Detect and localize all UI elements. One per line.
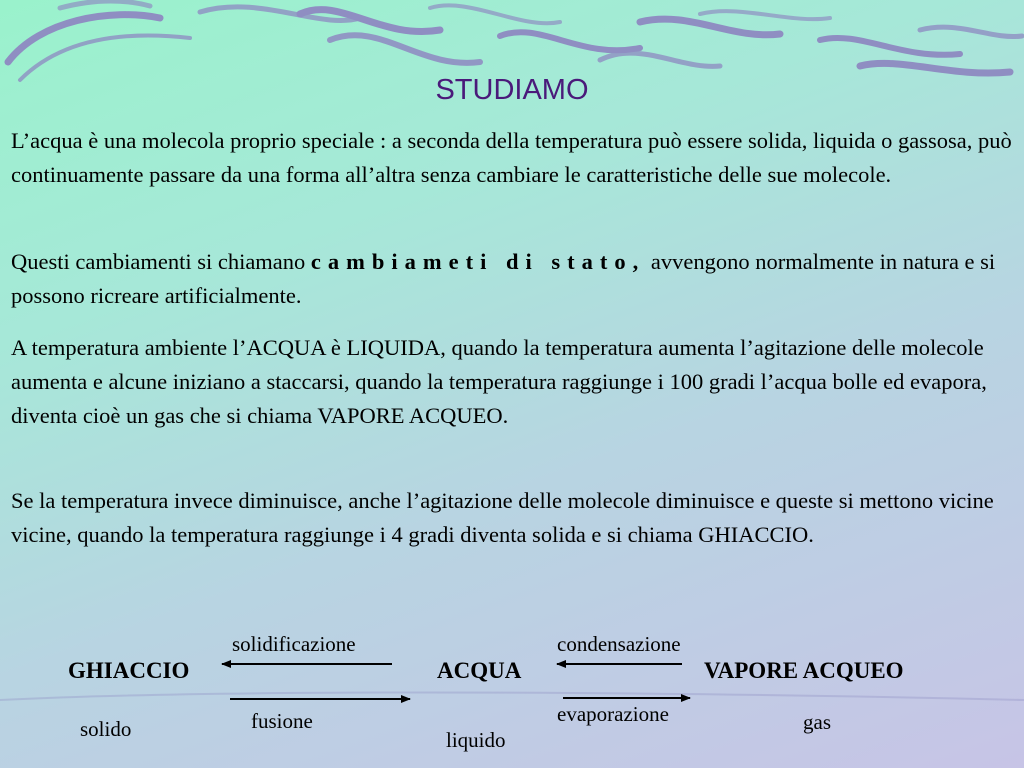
state-ice: GHIACCIO: [68, 658, 190, 683]
state-water: ACQUA: [437, 658, 522, 683]
label-condensation: condensazione: [557, 632, 681, 656]
paragraph-evaporation: A temperatura ambiente l’ACQUA è LIQUIDA, quando la temperatura aumenta l’agitazione delle molecole aumenta e alcune iniziano a staccarsi, quando la temperatura raggiunge i 100 gradi l’acqua bolle ed evapora, diventa cioè un gas che si chiama VAPORE ACQUEO.: [11, 335, 987, 428]
paragraph-text-after: avvengono normalmente in natura e si possono ricreare artificialmente.: [11, 249, 996, 308]
page-title: STUDIAMO: [435, 74, 589, 106]
label-solidification: solidificazione: [232, 632, 356, 656]
label-evaporation: evaporazione: [557, 702, 669, 726]
label-fusion: fusione: [251, 709, 313, 733]
phase-liquid: liquido: [446, 728, 506, 752]
emphasized-term: cambiameti di stato,: [310, 249, 646, 274]
paragraph-freezing: Se la temperatura invece diminuisce, anche l’agitazione delle molecole diminuisce e queste si mettono vicine vicine, quando la temperatura raggiunge i 4 gradi diventa solida e si chiama GHIACCIO.: [11, 488, 994, 547]
phase-gas: gas: [803, 710, 831, 734]
paragraph-intro: L’acqua è una molecola proprio speciale : a seconda della temperatura può essere solida, liquida o gassosa, può continuamente passare da una forma all’altra senza cambiare le caratteristiche delle sue molecole.: [11, 128, 1012, 187]
state-vapor: VAPORE ACQUEO: [704, 658, 904, 683]
phase-solid: solido: [80, 717, 132, 741]
paragraph-text-before: Questi cambiamenti si chiamano: [11, 249, 311, 274]
